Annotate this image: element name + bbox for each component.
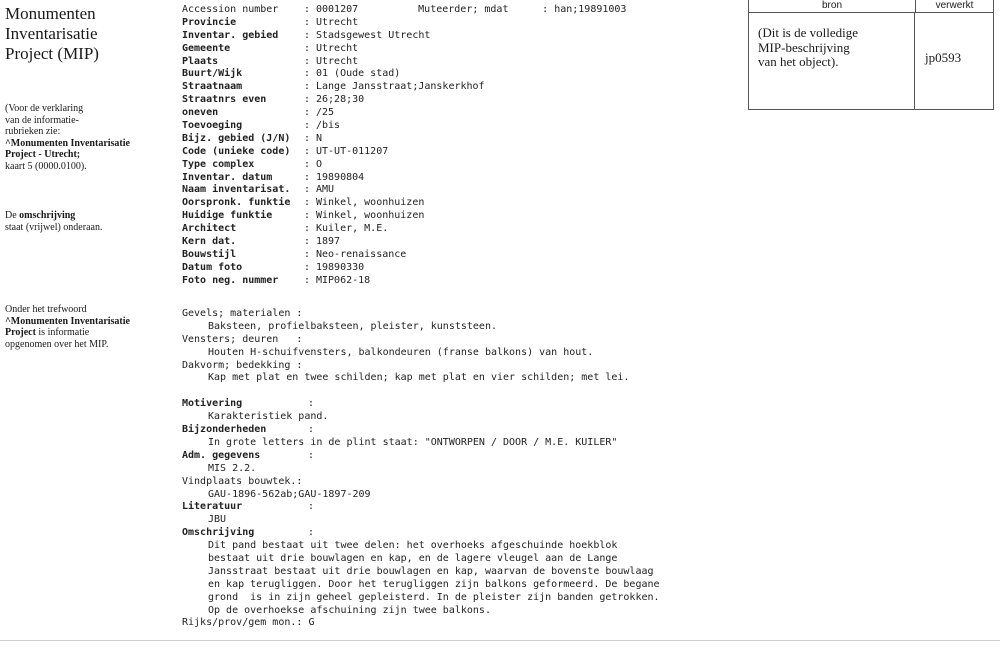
field-colon: : bbox=[308, 527, 315, 539]
field-colon: : bbox=[304, 171, 311, 183]
note3-keyword: Project bbox=[5, 327, 36, 339]
mip-title bbox=[5, 4, 177, 64]
bijzonderheden-header bbox=[182, 424, 742, 437]
record-row bbox=[182, 43, 742, 56]
field-colon: : bbox=[304, 94, 311, 106]
vindplaats-header: Vindplaats bouwtek.: bbox=[182, 475, 303, 487]
field-label: Gemeente bbox=[182, 42, 231, 54]
side-note-keyword bbox=[5, 304, 180, 350]
field-value: 26;28;30 bbox=[316, 94, 365, 106]
bron-table bbox=[748, 0, 994, 110]
note3-line: opgenomen over het MIP. bbox=[5, 338, 109, 350]
field-colon: : bbox=[304, 274, 311, 286]
field-colon: : bbox=[304, 210, 311, 222]
note2-keyword: omschrijving bbox=[19, 210, 76, 221]
field-colon: : bbox=[304, 236, 311, 248]
spacer bbox=[182, 385, 742, 398]
record-row bbox=[182, 236, 742, 249]
record-row bbox=[182, 223, 742, 236]
field-colon: : bbox=[304, 55, 311, 67]
field-colon: : bbox=[304, 42, 311, 54]
gevels-header: Gevels; materialen : bbox=[182, 308, 303, 319]
field-label: Straatnaam bbox=[182, 81, 243, 93]
field-colon: : bbox=[304, 223, 311, 235]
field-value: Kuiler, M.E. bbox=[316, 223, 389, 235]
field-colon: : bbox=[304, 107, 311, 119]
note1-line: kaart 5 (0000.0100). bbox=[5, 160, 87, 172]
field-label: Bouwstijl bbox=[182, 248, 237, 260]
note2-line bbox=[5, 210, 180, 222]
literatuur-value: JBU bbox=[208, 514, 227, 526]
record-row bbox=[182, 146, 742, 159]
field-colon: : bbox=[308, 449, 315, 461]
note3-line: Onder het trefwoord bbox=[5, 304, 87, 315]
field-value: AMU bbox=[316, 184, 335, 196]
mip-title-line-1: Monumenten bbox=[5, 4, 96, 23]
dakvorm-header: Dakvorm; bedekking : bbox=[182, 359, 303, 371]
record-row bbox=[182, 210, 742, 223]
mip-title-block bbox=[5, 4, 177, 64]
field-value: Lange Jansstraat;Janskerkhof bbox=[316, 81, 485, 93]
side-note-description bbox=[5, 210, 180, 233]
record-row bbox=[182, 172, 742, 185]
note1-line: rubrieken zie: bbox=[5, 126, 61, 138]
motivering-label: Motivering bbox=[182, 398, 243, 410]
field-label: Inventar. gebied bbox=[182, 29, 279, 41]
field-colon: : bbox=[304, 81, 311, 93]
field-label: Huidige funktie bbox=[182, 210, 273, 222]
mutator-label: Muteerder; mdat bbox=[418, 4, 509, 15]
bottom-divider bbox=[0, 640, 1000, 641]
note1-line: van de informatie- bbox=[5, 114, 79, 126]
literatuur-header bbox=[182, 501, 742, 514]
note1-line-bold bbox=[5, 138, 180, 150]
bron-note-line: van het object). bbox=[758, 54, 839, 69]
record-row bbox=[182, 107, 742, 120]
bron-note bbox=[749, 13, 915, 110]
bijzonderheden-value: In grote letters in de plint staat: "ONTWORPEN / DOOR / M.E. KUILER" bbox=[208, 437, 618, 449]
field-label: Buurt/Wijk bbox=[182, 68, 243, 80]
field-colon: : bbox=[304, 197, 311, 209]
field-label: Foto neg. nummer bbox=[182, 274, 279, 286]
adm-label: Adm. gegevens bbox=[182, 449, 261, 461]
field-label: Inventar. datum bbox=[182, 171, 273, 183]
record-fields bbox=[182, 4, 742, 288]
accession-value: 0001207 bbox=[316, 4, 359, 15]
bron-note-line: (Dit is de volledige bbox=[758, 25, 859, 40]
record-row bbox=[182, 17, 742, 30]
bron-table-body bbox=[749, 13, 993, 110]
omschrijving-line: bestaat uit drie bouwlagen en kap, en de lagere vleugel aan de Lange bbox=[208, 553, 618, 565]
field-label: Architect bbox=[182, 223, 237, 235]
description-section bbox=[182, 308, 742, 630]
bijzonderheden-label: Bijzonderheden bbox=[182, 424, 267, 436]
note1-keyword: ^Monumenten Inventarisatie bbox=[5, 137, 130, 149]
adm-value: MIS 2.2. bbox=[208, 462, 257, 474]
field-value: Stadsgewest Utrecht bbox=[316, 29, 431, 41]
field-colon: : bbox=[304, 145, 311, 157]
record-row-accession bbox=[182, 4, 742, 17]
record-row bbox=[182, 68, 742, 81]
bron-column-header: bron bbox=[749, 0, 916, 12]
rijks-header bbox=[182, 617, 742, 630]
omschrijving-line: grond is in zijn geheel gepleisterd. In de pleister zijn banden getrokken. bbox=[208, 591, 660, 603]
note1-line-bold bbox=[5, 149, 180, 161]
record-row bbox=[182, 30, 742, 43]
record-row bbox=[182, 262, 742, 275]
field-value: 01 (Oude stad) bbox=[316, 68, 401, 80]
field-value: O bbox=[316, 158, 323, 170]
field-label: Naam inventarisat. bbox=[182, 184, 291, 196]
field-colon: : bbox=[304, 4, 311, 15]
field-label: Datum foto bbox=[182, 261, 243, 273]
record-row bbox=[182, 81, 742, 94]
vensters-value: Houten H-schuifvensters, balkondeuren (franse balkons) van hout. bbox=[208, 346, 594, 358]
field-value: Neo-renaissance bbox=[316, 248, 407, 260]
field-label: Bijz. gebied (J/N) bbox=[182, 132, 291, 144]
field-label: Code (unieke code) bbox=[182, 145, 291, 157]
field-colon: : bbox=[304, 184, 311, 196]
field-label: Plaats bbox=[182, 55, 219, 67]
field-value: Utrecht bbox=[316, 55, 359, 67]
rijks-label: Rijks/prov/gem mon.: bbox=[182, 617, 303, 629]
record-row bbox=[182, 94, 742, 107]
record-row bbox=[182, 197, 742, 210]
note3-suffix: is informatie bbox=[35, 327, 90, 339]
bron-note-line: MIP-beschrijving bbox=[758, 39, 850, 55]
note1-line: (Voor de verklaring bbox=[5, 103, 84, 114]
record-row bbox=[182, 184, 742, 197]
field-label: Oorspronk. funktie bbox=[182, 197, 291, 209]
field-value: Winkel, woonhuizen bbox=[316, 197, 425, 209]
rijks-value: G bbox=[308, 617, 315, 629]
record-row bbox=[182, 56, 742, 69]
omschrijving-line: Dit pand bestaat uit twee delen: het overhoeks afgeschuinde hoekblok bbox=[208, 540, 618, 552]
field-value: Utrecht bbox=[316, 16, 359, 28]
record-row bbox=[182, 249, 742, 262]
field-value: Winkel, woonhuizen bbox=[316, 210, 425, 222]
note2-line: staat (vrijwel) onderaan. bbox=[5, 221, 103, 233]
field-colon: : bbox=[304, 16, 311, 28]
field-value: 1897 bbox=[316, 236, 341, 248]
verwerkt-column-header: verwerkt bbox=[935, 0, 974, 11]
field-value: /bis bbox=[316, 120, 341, 132]
bron-table-header bbox=[749, 0, 993, 13]
record-row bbox=[182, 275, 742, 288]
adm-header bbox=[182, 450, 742, 463]
field-label: Type complex bbox=[182, 158, 255, 170]
omschrijving-line: en kap terugliggen. Door het terugliggen zijn balkons geformeerd. De begane bbox=[208, 578, 660, 590]
field-colon: : bbox=[304, 120, 311, 132]
field-value: Utrecht bbox=[316, 42, 359, 54]
omschrijving-line: Jansstraat bestaat uit drie bouwlagen en kap, waarvan de bovenste bouwlaag bbox=[208, 565, 654, 577]
field-colon: : bbox=[304, 261, 311, 273]
note3-line-bold bbox=[5, 316, 180, 328]
field-colon: : bbox=[304, 132, 311, 144]
note3-keyword: ^Monumenten Inventarisatie bbox=[5, 315, 130, 327]
field-label: Toevoeging bbox=[182, 120, 243, 132]
record-row bbox=[182, 120, 742, 133]
note3-line bbox=[5, 327, 180, 339]
note2-prefix: De bbox=[5, 210, 20, 221]
motivering-header bbox=[182, 398, 742, 411]
field-value: N bbox=[316, 132, 323, 144]
field-value: MIP062-18 bbox=[316, 274, 371, 286]
field-label: Straatnrs even bbox=[182, 94, 267, 106]
field-colon: : bbox=[304, 29, 311, 41]
gevels-value: Baksteen, profielbaksteen, pleister, kunststeen. bbox=[208, 320, 497, 332]
field-colon: : bbox=[308, 424, 315, 436]
field-label: oneven bbox=[182, 107, 219, 119]
field-value: 19890804 bbox=[316, 171, 365, 183]
field-colon: : bbox=[304, 68, 311, 80]
record-row bbox=[182, 159, 742, 172]
vensters-header: Vensters; deuren : bbox=[182, 333, 303, 345]
mutator-value: : han;19891003 bbox=[542, 4, 627, 15]
field-value: 19890330 bbox=[316, 261, 365, 273]
field-value: UT-UT-011207 bbox=[316, 145, 389, 157]
omschrijving-line: Op de overhoekse afschuining zijn twee balkons. bbox=[208, 604, 491, 616]
field-colon: : bbox=[304, 248, 311, 260]
mip-title-line-2: Inventarisatie bbox=[5, 24, 98, 43]
field-label: Provincie bbox=[182, 16, 237, 28]
note1-keyword: Project - Utrecht; bbox=[5, 149, 81, 161]
side-note-legend bbox=[5, 103, 180, 173]
accession-label: Accession number bbox=[182, 4, 279, 15]
field-colon: : bbox=[308, 398, 315, 410]
mip-title-line-3: Project (MIP) bbox=[5, 44, 99, 63]
verwerkt-value: jp0593 bbox=[925, 50, 962, 65]
field-colon: : bbox=[304, 158, 311, 170]
omschrijving-label: Omschrijving bbox=[182, 527, 255, 539]
omschrijving-header bbox=[182, 527, 742, 540]
motivering-value: Karakteristiek pand. bbox=[208, 411, 329, 423]
dakvorm-value: Kap met plat en twee schilden; kap met plat en vier schilden; met lei. bbox=[208, 372, 630, 384]
vindplaats-value: GAU-1896-562ab;GAU-1897-209 bbox=[208, 488, 371, 500]
literatuur-label: Literatuur bbox=[182, 501, 243, 513]
field-label: Kern dat. bbox=[182, 236, 237, 248]
record-row bbox=[182, 133, 742, 146]
field-value: /25 bbox=[316, 107, 335, 119]
field-colon: : bbox=[308, 501, 315, 513]
